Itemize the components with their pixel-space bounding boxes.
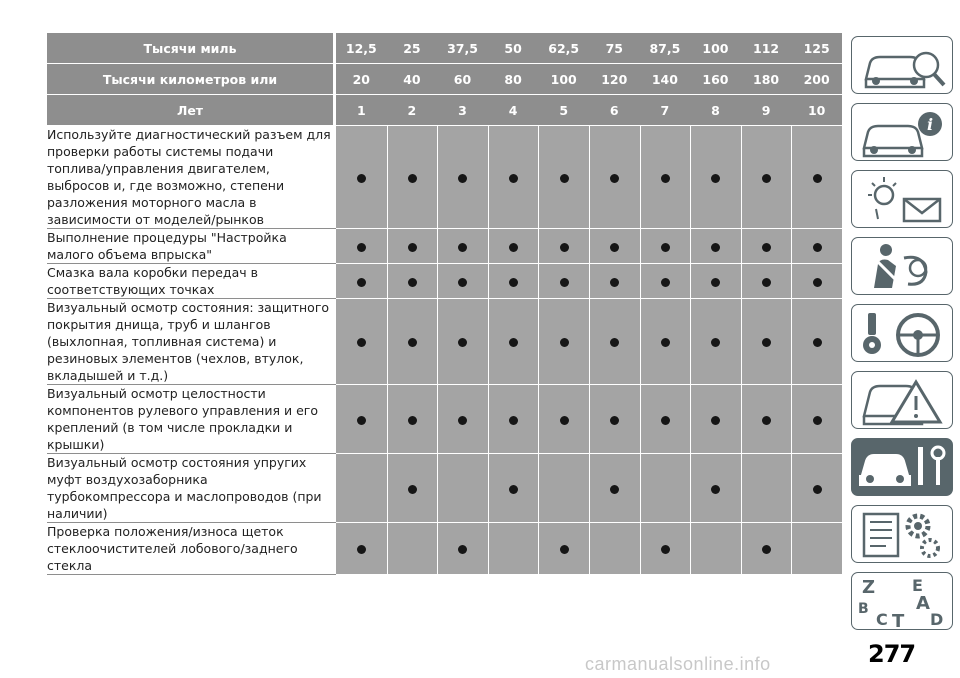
interval-cell xyxy=(336,126,387,229)
svg-text:D: D xyxy=(930,610,944,629)
interval-cell xyxy=(741,523,792,575)
interval-cell xyxy=(690,523,741,575)
interval-cell xyxy=(690,264,741,299)
check-mark-dot xyxy=(610,243,619,252)
interval-cell xyxy=(437,264,488,299)
header-value: 160 xyxy=(690,64,741,95)
interval-cell xyxy=(690,454,741,523)
chapter-tab[interactable] xyxy=(851,438,953,496)
check-mark-dot xyxy=(560,338,569,347)
header-label: Лет xyxy=(47,95,333,126)
operation-text: Выполнение процедуры "Настройка малого объема впрыска" xyxy=(47,229,333,264)
header-value: 87,5 xyxy=(640,33,691,64)
header-value: 5 xyxy=(538,95,589,126)
check-mark-dot xyxy=(408,278,417,287)
warning-lights-icon xyxy=(852,171,953,228)
watermark: carmanualsonline.info xyxy=(585,654,771,674)
interval-cell xyxy=(791,454,842,523)
interval-cell xyxy=(791,264,842,299)
header-value: 100 xyxy=(538,64,589,95)
header-row xyxy=(47,95,842,126)
chapter-tab[interactable] xyxy=(851,237,953,295)
header-label: Тысячи миль xyxy=(47,33,333,64)
header-value: 8 xyxy=(690,95,741,126)
check-mark-dot xyxy=(509,338,518,347)
interval-cell xyxy=(690,299,741,385)
check-mark-dot xyxy=(509,278,518,287)
interval-cell xyxy=(640,299,691,385)
operation-text: Проверка положения/износа щеток стеклоочистителей лобового/заднего стекла xyxy=(47,523,333,575)
interval-cell xyxy=(336,264,387,299)
key-steering-wheel-icon xyxy=(852,305,953,362)
chapter-tab[interactable] xyxy=(851,170,953,228)
check-mark-dot xyxy=(610,278,619,287)
interval-cell xyxy=(690,229,741,264)
header-value: 180 xyxy=(741,64,792,95)
table-row xyxy=(47,523,842,575)
header-value: 20 xyxy=(336,64,387,95)
chapter-tab[interactable] xyxy=(851,36,953,94)
breakdown-triangle-icon xyxy=(852,372,953,429)
car-search-icon xyxy=(852,37,953,94)
interval-cell xyxy=(437,126,488,229)
check-mark-dot xyxy=(357,545,366,554)
check-mark-dot xyxy=(509,174,518,183)
table-row xyxy=(47,229,842,264)
check-mark-dot xyxy=(711,416,720,425)
check-mark-dot xyxy=(408,243,417,252)
alphabetical-index-icon xyxy=(852,573,953,630)
interval-cell xyxy=(538,523,589,575)
header-value: 3 xyxy=(437,95,488,126)
interval-cell xyxy=(336,299,387,385)
interval-cell xyxy=(589,454,640,523)
interval-cell xyxy=(589,229,640,264)
interval-cell xyxy=(387,229,438,264)
interval-cell xyxy=(741,454,792,523)
check-mark-dot xyxy=(408,174,417,183)
header-value: 2 xyxy=(387,95,438,126)
svg-text:Z: Z xyxy=(862,577,876,598)
check-mark-dot xyxy=(661,174,670,183)
header-value: 50 xyxy=(488,33,539,64)
check-mark-dot xyxy=(560,278,569,287)
check-mark-dot xyxy=(509,416,518,425)
interval-cell xyxy=(538,126,589,229)
check-mark-dot xyxy=(357,416,366,425)
check-mark-dot xyxy=(762,338,771,347)
chapter-tab[interactable] xyxy=(851,371,953,429)
check-mark-dot xyxy=(711,174,720,183)
check-mark-dot xyxy=(408,485,417,494)
check-mark-dot xyxy=(560,174,569,183)
interval-cell xyxy=(741,126,792,229)
operation-text: Используйте диагностический разъем для проверки работы системы подачи топлива/управления двигателем, выбросов и, где возможно, степени разложения моторного масла в зависимости от моделей/рынков xyxy=(47,126,333,229)
svg-text:C: C xyxy=(876,610,888,629)
chapter-tab[interactable] xyxy=(851,572,953,630)
header-value: 120 xyxy=(589,64,640,95)
header-value: 60 xyxy=(437,64,488,95)
header-value: 140 xyxy=(640,64,691,95)
header-value: 62,5 xyxy=(538,33,589,64)
interval-cell xyxy=(741,299,792,385)
check-mark-dot xyxy=(762,243,771,252)
check-mark-dot xyxy=(357,174,366,183)
check-mark-dot xyxy=(711,278,720,287)
interval-cell xyxy=(437,385,488,454)
check-mark-dot xyxy=(509,243,518,252)
check-mark-dot xyxy=(813,485,822,494)
interval-cell xyxy=(741,229,792,264)
check-mark-dot xyxy=(357,278,366,287)
header-value: 112 xyxy=(741,33,792,64)
interval-cell xyxy=(589,299,640,385)
check-mark-dot xyxy=(661,243,670,252)
check-mark-dot xyxy=(458,174,467,183)
check-mark-dot xyxy=(762,278,771,287)
header-value: 200 xyxy=(791,64,842,95)
interval-cell xyxy=(640,264,691,299)
svg-text:A: A xyxy=(916,593,930,614)
interval-cell xyxy=(437,523,488,575)
chapter-tab[interactable] xyxy=(851,103,953,161)
header-value: 12,5 xyxy=(336,33,387,64)
interval-cell xyxy=(640,126,691,229)
check-mark-dot xyxy=(458,243,467,252)
interval-cell xyxy=(437,229,488,264)
header-value: 1 xyxy=(336,95,387,126)
interval-cell xyxy=(387,264,438,299)
interval-cell xyxy=(387,385,438,454)
interval-cell xyxy=(488,454,539,523)
check-mark-dot xyxy=(610,416,619,425)
chapter-tabs-sidebar xyxy=(851,36,955,639)
svg-text:i: i xyxy=(926,115,934,134)
interval-cell xyxy=(488,299,539,385)
interval-cell xyxy=(437,299,488,385)
check-mark-dot xyxy=(560,243,569,252)
check-mark-dot xyxy=(610,485,619,494)
interval-cell xyxy=(538,229,589,264)
interval-cell xyxy=(589,385,640,454)
interval-cell xyxy=(488,229,539,264)
table-row xyxy=(47,299,842,385)
check-mark-dot xyxy=(661,278,670,287)
check-mark-dot xyxy=(509,485,518,494)
header-value: 125 xyxy=(791,33,842,64)
header-value: 10 xyxy=(791,95,842,126)
interval-cell xyxy=(336,385,387,454)
check-mark-dot xyxy=(357,338,366,347)
header-value: 37,5 xyxy=(437,33,488,64)
interval-cell xyxy=(387,454,438,523)
table-row xyxy=(47,264,842,299)
operation-text: Визуальный осмотр целостности компонентов рулевого управления и его креплений (в том числе прокладки и крышки) xyxy=(47,385,333,454)
interval-cell xyxy=(387,523,438,575)
interval-cell xyxy=(589,523,640,575)
header-value: 25 xyxy=(387,33,438,64)
interval-cell xyxy=(589,264,640,299)
header-row xyxy=(47,64,842,95)
check-mark-dot xyxy=(661,416,670,425)
check-mark-dot xyxy=(711,485,720,494)
interval-cell xyxy=(488,385,539,454)
interval-cell xyxy=(387,299,438,385)
check-mark-dot xyxy=(408,338,417,347)
interval-cell xyxy=(741,385,792,454)
header-row xyxy=(47,33,842,64)
table-row xyxy=(47,454,842,523)
interval-cell xyxy=(387,126,438,229)
interval-cell xyxy=(437,454,488,523)
check-mark-dot xyxy=(357,243,366,252)
interval-cell xyxy=(336,523,387,575)
technical-data-icon xyxy=(852,506,953,563)
check-mark-dot xyxy=(610,338,619,347)
interval-cell xyxy=(690,385,741,454)
check-mark-dot xyxy=(408,416,417,425)
page-number: 277 xyxy=(868,640,916,668)
check-mark-dot xyxy=(762,174,771,183)
interval-cell xyxy=(791,385,842,454)
interval-cell xyxy=(640,454,691,523)
check-mark-dot xyxy=(610,174,619,183)
interval-cell xyxy=(488,126,539,229)
header-value: 9 xyxy=(741,95,792,126)
check-mark-dot xyxy=(458,545,467,554)
interval-cell xyxy=(488,523,539,575)
header-value: 100 xyxy=(690,33,741,64)
chapter-tab[interactable] xyxy=(851,304,953,362)
check-mark-dot xyxy=(813,338,822,347)
interval-cell xyxy=(538,299,589,385)
operation-text: Смазка вала коробки передач в соответствующих точках xyxy=(47,264,333,299)
header-value: 80 xyxy=(488,64,539,95)
check-mark-dot xyxy=(560,416,569,425)
maintenance-schedule-table xyxy=(47,33,839,575)
operation-text: Визуальный осмотр состояния: защитного покрытия днища, труб и шлангов (выхлопная, топливная система) и резиновых элементов (чехлов, втулок, вкладышей и т.д.) xyxy=(47,299,333,385)
check-mark-dot xyxy=(813,416,822,425)
header-value: 40 xyxy=(387,64,438,95)
interval-cell xyxy=(791,299,842,385)
check-mark-dot xyxy=(560,545,569,554)
check-mark-dot xyxy=(813,278,822,287)
svg-text:T: T xyxy=(892,611,905,631)
chapter-tab[interactable] xyxy=(851,505,953,563)
car-service-icon xyxy=(852,439,953,496)
interval-cell xyxy=(791,126,842,229)
check-mark-dot xyxy=(711,243,720,252)
interval-cell xyxy=(791,523,842,575)
check-mark-dot xyxy=(813,174,822,183)
check-mark-dot xyxy=(711,338,720,347)
interval-cell xyxy=(538,454,589,523)
interval-cell xyxy=(690,126,741,229)
interval-cell xyxy=(336,229,387,264)
interval-cell xyxy=(538,264,589,299)
interval-cell xyxy=(640,385,691,454)
table-row xyxy=(47,126,842,229)
interval-cell xyxy=(640,229,691,264)
interval-cell xyxy=(741,264,792,299)
interval-cell xyxy=(589,126,640,229)
table-row xyxy=(47,385,842,454)
check-mark-dot xyxy=(762,545,771,554)
operation-text: Визуальный осмотр состояния упругих муфт воздухозаборника турбокомпрессора и маслопроводов (при наличии) xyxy=(47,454,333,523)
interval-cell xyxy=(488,264,539,299)
check-mark-dot xyxy=(458,416,467,425)
check-mark-dot xyxy=(661,545,670,554)
header-value: 7 xyxy=(640,95,691,126)
interval-cell xyxy=(538,385,589,454)
seatbelt-airbag-icon xyxy=(852,238,953,295)
check-mark-dot xyxy=(458,278,467,287)
header-label: Тысячи километров или xyxy=(47,64,333,95)
check-mark-dot xyxy=(813,243,822,252)
header-value: 4 xyxy=(488,95,539,126)
interval-cell xyxy=(791,229,842,264)
interval-cell xyxy=(336,454,387,523)
svg-text:E: E xyxy=(912,576,923,595)
car-info-icon xyxy=(852,104,953,161)
header-value: 6 xyxy=(589,95,640,126)
svg-text:B: B xyxy=(858,601,869,617)
header-value: 75 xyxy=(589,33,640,64)
check-mark-dot xyxy=(458,338,467,347)
check-mark-dot xyxy=(762,416,771,425)
interval-cell xyxy=(640,523,691,575)
check-mark-dot xyxy=(661,338,670,347)
